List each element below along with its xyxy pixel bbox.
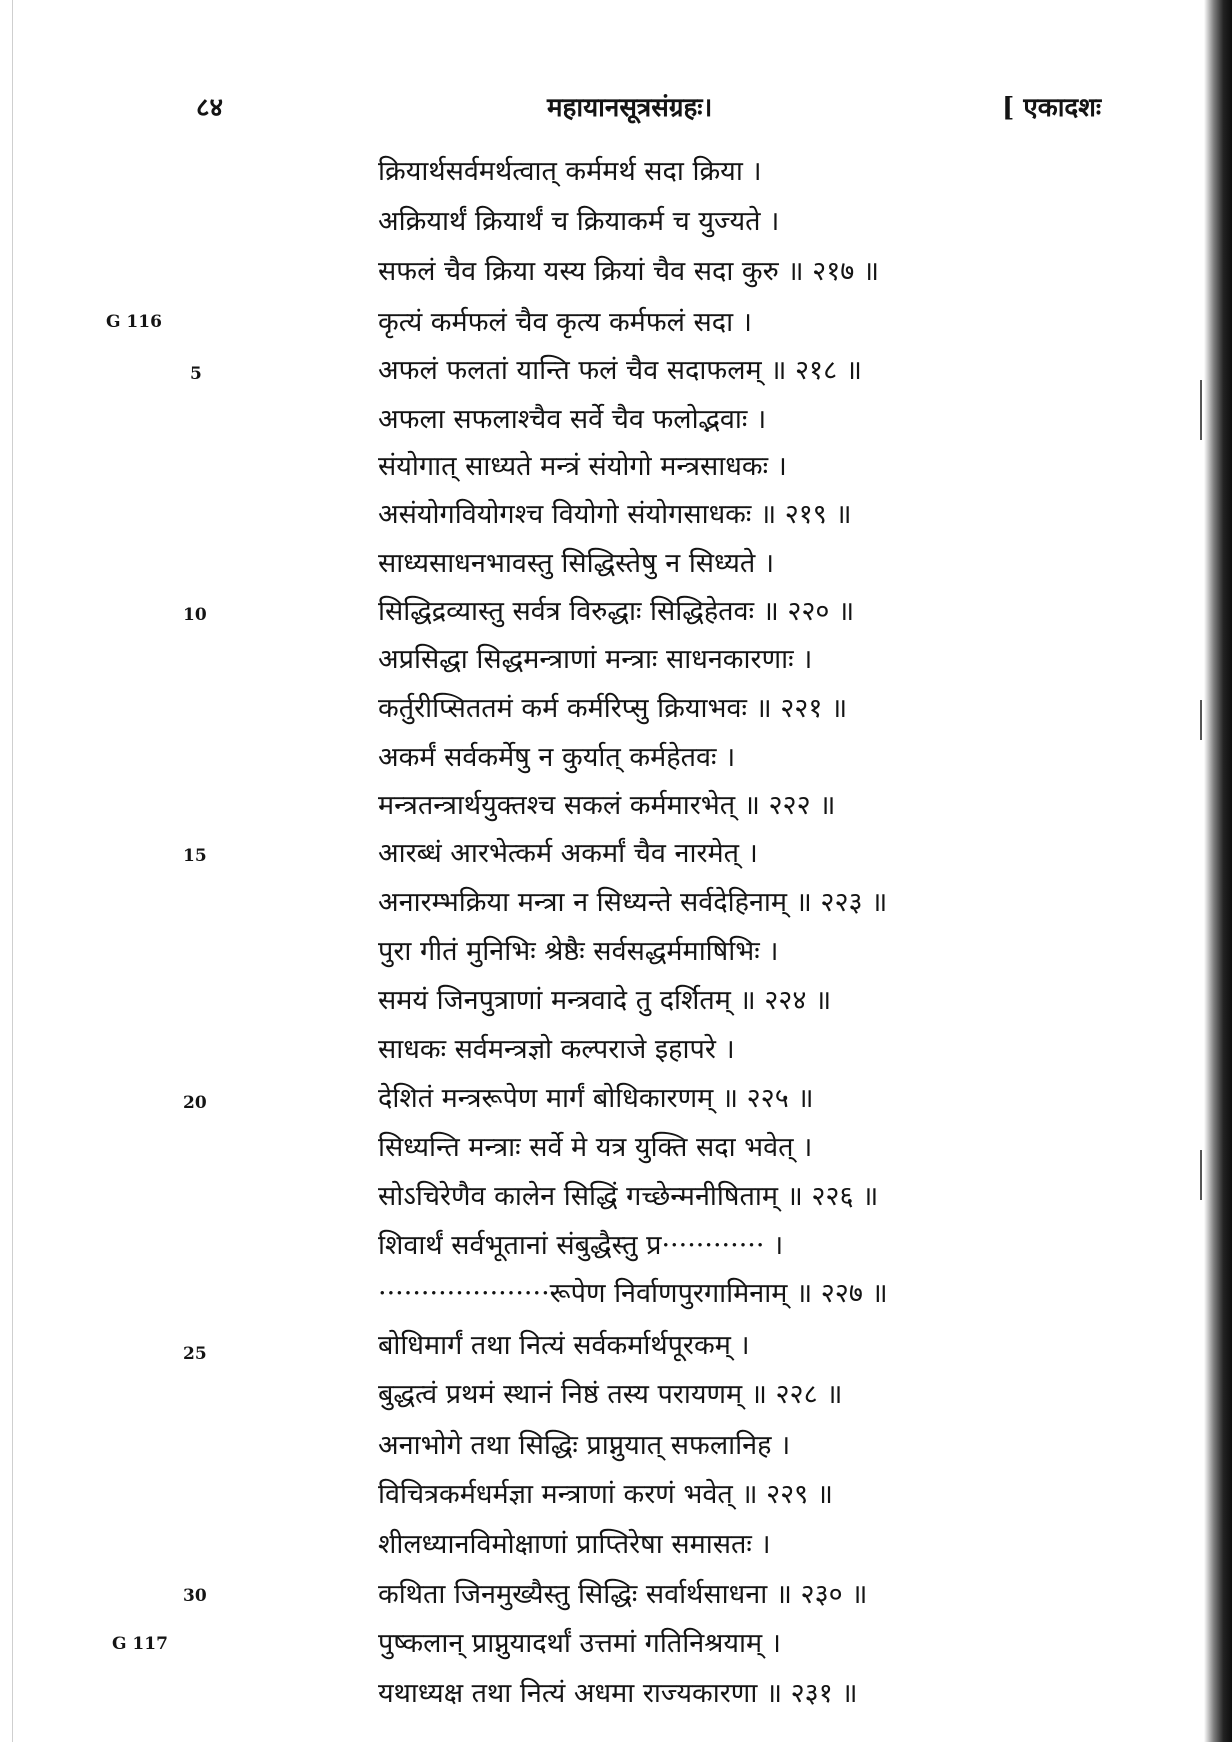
- line-number-30: 30: [183, 1586, 207, 1606]
- verse-line: विचित्रकर्मधर्मज्ञा मन्त्राणां करणं भवेत् ॥ २२९ ॥: [378, 1479, 833, 1510]
- line-number-20: 20: [183, 1093, 207, 1113]
- verse-line: सिद्धिद्रव्यास्तु सर्वत्र विरुद्धाः सिद्धिहेतवः ॥ २२० ॥: [378, 596, 855, 627]
- verse-line: संयोगात् साध्यते मन्त्रं संयोगो मन्त्रसाधकः ।: [378, 451, 787, 482]
- verse-line: ····················रूपेण निर्वाणपुरगामिनाम् ॥ २२७ ॥: [378, 1278, 888, 1309]
- verse-line: यथाध्यक्ष तथा नित्यं अधमा राज्यकारणा ॥ २३१ ॥: [378, 1678, 858, 1709]
- verse-line: शिवार्थं सर्वभूतानां संबुद्धैस्तु प्र············ ।: [378, 1230, 784, 1261]
- verse-line: अक्रियार्थं क्रियार्थं च क्रियाकर्म च युज्यते ।: [378, 206, 780, 237]
- page-header: [0, 88, 1232, 128]
- verse-line: कृत्यं कर्मफलं चैव कृत्य कर्मफलं सदा ।: [378, 307, 752, 338]
- verse-line: अनारम्भक्रिया मन्त्रा न सिध्यन्ते सर्वदेहिनाम् ॥ २२३ ॥: [378, 887, 888, 918]
- binding-edge-shadow: [1204, 0, 1232, 1742]
- verse-line: पुरा गीतं मुनिभिः श्रेष्ठैः सर्वसद्धर्ममाषिभिः ।: [378, 936, 779, 967]
- page-number: ८४: [196, 93, 224, 123]
- binding-speck: [1200, 380, 1202, 440]
- margin-ref-g116: G 116: [106, 312, 162, 332]
- binding-speck: [1200, 1150, 1202, 1200]
- verse-line: कर्तुरीप्सिततमं कर्म कर्मरिप्सु क्रियाभवः ॥ २२१ ॥: [378, 693, 848, 724]
- verse-line: अफलं फलतां यान्ति फलं चैव सदाफलम् ॥ २१८ ॥: [378, 355, 862, 386]
- verse-line: बुद्धत्वं प्रथमं स्थानं निष्ठं तस्य परायणम् ॥ २२८ ॥: [378, 1379, 843, 1410]
- binding-speck: [1200, 700, 1202, 740]
- verse-line: अफला सफलाश्चैव सर्वे चैव फलोद्भवाः ।: [378, 404, 767, 435]
- line-number-5: 5: [190, 364, 202, 384]
- verse-line: कथिता जिनमुख्यैस्तु सिद्धिः सर्वार्थसाधना ॥ २३० ॥: [378, 1579, 868, 1610]
- verse-line: समयं जिनपुत्राणां मन्त्रवादे तु दर्शितम् ॥ २२४ ॥: [378, 985, 832, 1016]
- verse-line: बोधिमार्गं तथा नित्यं सर्वकर्मार्थपूरकम् ।: [378, 1330, 750, 1361]
- verse-line: सफलं चैव क्रिया यस्य क्रियां चैव सदा कुरु ॥ २१७ ॥: [378, 256, 880, 287]
- margin-ref-g117: G 117: [112, 1634, 168, 1654]
- verse-line: शीलध्यानविमोक्षाणां प्राप्तिरेषा समासतः ।: [378, 1529, 771, 1560]
- verse-line: पुष्कलान् प्राप्नुयादर्थां उत्तमां गतिनिश्रयाम् ।: [378, 1628, 781, 1659]
- running-title: महायानसूत्रसंग्रहः।: [547, 93, 713, 123]
- verse-line: अकर्मं सर्वकर्मेषु न कुर्यात् कर्महेतवः ।: [378, 742, 736, 773]
- verse-line: सोऽचिरेणैव कालेन सिद्धिं गच्छेन्मनीषिताम् ॥ २२६ ॥: [378, 1181, 879, 1212]
- line-number-10: 10: [183, 605, 207, 625]
- chapter-label: [ एकादशः: [1002, 93, 1102, 123]
- line-number-25: 25: [183, 1344, 207, 1364]
- verse-line: आरब्धं आरभेत्कर्म अकर्मां चैव नारमेत् ।: [378, 838, 758, 869]
- verse-line: मन्त्रतन्त्रार्थयुक्तश्च सकलं कर्ममारभेत् ॥ २२२ ॥: [378, 790, 836, 821]
- verse-line: साधकः सर्वमन्त्रज्ञो कल्पराजे इहापरे ।: [378, 1034, 735, 1065]
- left-margin-rule: [12, 0, 13, 1742]
- verse-line: सिध्यन्ति मन्त्राः सर्वे मे यत्र युक्ति सदा भवेत् ।: [378, 1132, 813, 1163]
- line-number-15: 15: [183, 846, 207, 866]
- verse-line: अप्रसिद्धा सिद्धमन्त्राणां मन्त्राः साधनकारणाः ।: [378, 644, 813, 675]
- verse-line: देशितं मन्त्ररूपेण मार्गं बोधिकारणम् ॥ २२५ ॥: [378, 1083, 814, 1114]
- verse-line: अनाभोगे तथा सिद्धिः प्राप्नुयात् सफलानिह ।: [378, 1430, 791, 1461]
- verse-line: साध्यसाधनभावस्तु सिद्धिस्तेषु न सिध्यते ।: [378, 548, 775, 579]
- verse-line: असंयोगवियोगश्च वियोगो संयोगसाधकः ॥ २१९ ॥: [378, 499, 852, 530]
- verse-line: क्रियार्थसर्वमर्थत्वात् कर्ममर्थ सदा क्रिया ।: [378, 156, 762, 187]
